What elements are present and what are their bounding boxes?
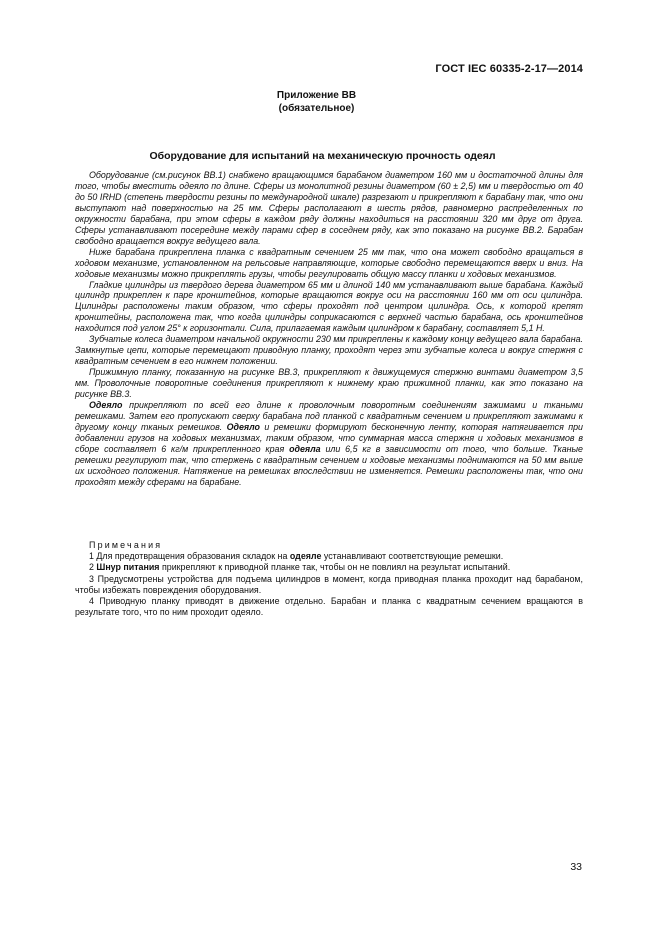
page-number: 33 — [570, 861, 582, 873]
paragraph — [75, 400, 583, 488]
section-title — [0, 150, 661, 162]
paragraph-text: Прижимную планку, показанную на рисунке ВВ.3, прикрепляют к движущемуся стержню винтами диаметром 3,5 мм. Проволочные поворотные соединения прикрепляют к нижнему краю прижимной планки, как это показано на рисунке ВВ.3. — [75, 367, 583, 400]
term-blanket: одеяла — [289, 443, 321, 454]
note-item — [75, 596, 583, 618]
paragraph — [75, 247, 583, 280]
notes-heading: Примечания — [89, 540, 163, 550]
paragraph — [75, 334, 583, 367]
paragraph-text: или 6,5 кг в зависимости от того, что больше. Тканые ремешки регулируют так, что стержень с квадратным сечением и ходовые механизмы поднимаются на 50 мм выше их исходного положения. Натяжение на ремешках впоследствии не изменяется. Ремешки расположены так, что они проходят между сферами на барабане. — [75, 443, 583, 487]
note-text: устанавливают соответствующие ремешки. — [321, 551, 504, 562]
note-text: 1 Для предотвращения образования складок на — [89, 551, 290, 562]
document-code: ГОСТ IEC 60335-2-17—2014 — [435, 63, 583, 75]
term-blanket: Одеяло — [89, 400, 123, 411]
annex-status: (обязательное) — [278, 103, 355, 114]
paragraph — [75, 170, 583, 247]
note-term: Шнур питания — [96, 562, 160, 573]
notes-section — [75, 540, 583, 618]
paragraph-text: Зубчатые колеса диаметром начальной окружности 230 мм прикреплены к каждому концу ведущего вала барабана. Замкнутые цепи, которые перемещают приводную планку, проходят через эти зубчатые колеса и вокруг стержня с квадратным сечением в его нижнем положении. — [75, 334, 583, 367]
paragraph-text: прикрепляют по всей его длине к проволочным поворотным соединениям зажимами и ткаными ремешками. Затем его пропускают сверху барабана под планкой с квадратным сечением и прикрепляют зажимами к другому концу тканых ремешков. — [75, 400, 583, 432]
note-text: 2 — [89, 562, 97, 573]
paragraph-text: и ремешки формируют бесконечную ленту, которая натягивается при добавлении грузов на ходовых механизмах, таким образом, что суммарная масса стержня и ходовых механизмов в сборе составляет 6 кг/м прикрепленного края — [75, 421, 583, 454]
annex-title: Приложение ВВ — [276, 90, 357, 101]
main-text — [75, 170, 583, 488]
note-item — [75, 574, 583, 596]
note-item — [75, 562, 583, 573]
paragraph — [75, 280, 583, 335]
paragraph — [75, 367, 583, 400]
note-term: одеяле — [289, 551, 322, 562]
annex-heading — [0, 89, 661, 115]
paragraph-text: Гладкие цилиндры из твердого дерева диаметром 65 мм и длиной 140 мм устанавливают выше барабана. Каждый цилиндр прикреплен к паре кронштейнов, которые вращаются вокруг оси на расстоянии 160 мм от оси цилиндра. Цилиндры расположены таким образом, что сферы проходят под центром цилиндра. Ось, к которой крепят кронштейны, расположена так, что когда цилиндры соприкасаются с верхней частью барабана, ось кронштейнов находится под углом 25° к горизонтали. Сила, прилагаемая каждым цилиндром к барабану, составляет 5,1 Н. — [75, 279, 583, 334]
note-text: прикрепляют к приводной планке так, чтобы он не повлиял на результат испытаний. — [159, 562, 511, 573]
term-blanket: Одеяло — [226, 421, 260, 432]
note-item — [75, 551, 583, 562]
note-text: 3 Предусмотрены устройства для подъема цилиндров в момент, когда приводная планка проходит над барабаном, чтобы избежать повреждения оборудования. — [75, 573, 583, 595]
section-title-text: Оборудование для испытаний на механическую прочность одеял — [149, 150, 496, 162]
paragraph-text: Ниже барабана прикреплена планка с квадратным сечением 25 мм так, что она может свободно вращаться в ходовом механизме, установленном на рельсовые направляющие, которые свободно перемещаются вверх и вниз. На ходовые механизмы можно прикреплять грузы, чтобы регулировать общую массу планки и ходовых механизмов. — [75, 246, 583, 279]
paragraph-text: Оборудование (см.рисунок ВВ.1) снабжено вращающимся барабаном диаметром 160 мм и достаточной длины для того, чтобы вместить одеяло по длине. Сферы из монолитной резины диаметром (60 ± 2,5) мм и твердостью от 40 до 50 IRHD (степень твердости резины по международной шкале) разрезают и прикрепляют к барабану так, что они выступают над поверхностью на 25 мм. Сферы располагают в шесть рядов, равномерно распределенных по окружности барабана, при этом сферы в каждом ряду должны находиться на расстоянии 320 мм друг от друга. Сферы устанавливают посередине между парами сфер в соседнем ряду, как это показано на рисунке ВВ.2. Барабан свободно вращается вокруг ведущего вала. — [75, 170, 583, 246]
note-text: 4 Приводную планку приводят в движение отдельно. Барабан и планка с квадратным сечением вращаются в результате того, что по ним проходит одеяло. — [75, 596, 583, 618]
